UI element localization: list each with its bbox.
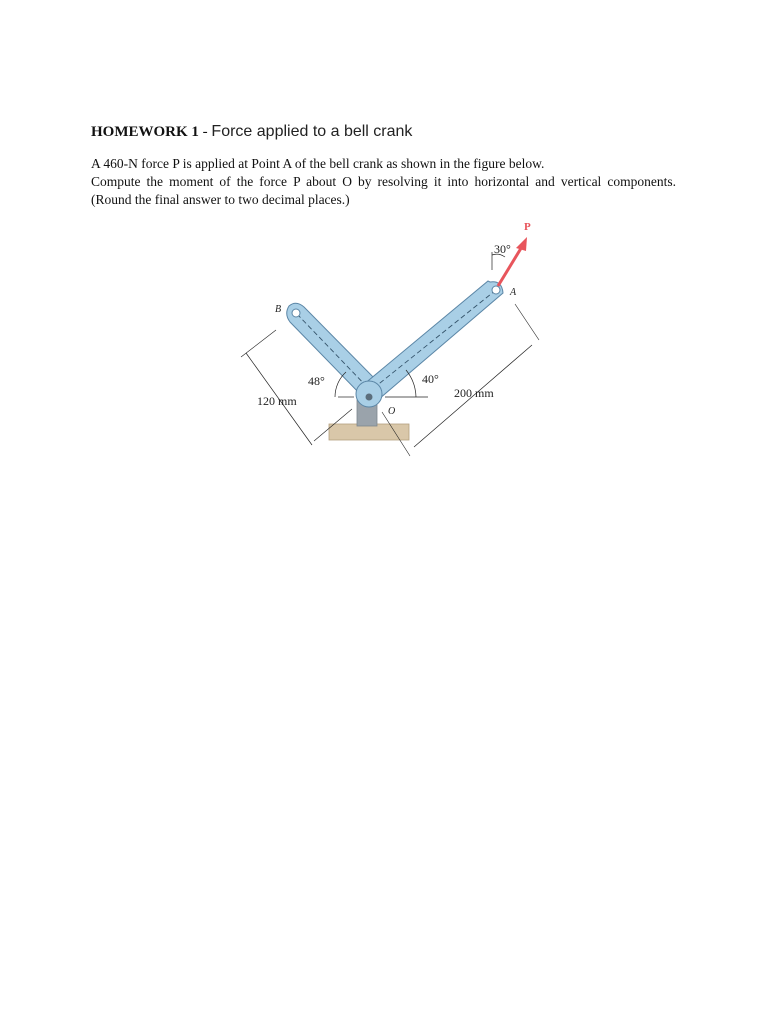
label-point-a: A: [510, 287, 517, 298]
heading-label: HOMEWORK 1: [91, 124, 199, 140]
label-angle-40: 40°: [422, 372, 439, 386]
label-length-120: 120 mm: [257, 394, 297, 408]
bell-crank-figure: [240, 218, 550, 463]
homework-heading: [91, 122, 412, 142]
problem-paragraph-1: A 460-N force P is applied at Point A of the bell crank as shown in the figure below.: [91, 156, 545, 171]
label-angle-30: 30°: [494, 242, 511, 256]
force-arrow-head: [516, 237, 527, 251]
pivot-pin: [366, 394, 373, 401]
pin-b: [292, 309, 300, 317]
label-point-o: O: [388, 406, 396, 417]
problem-paragraph-2: Compute the moment of the force P about O by resolving it into horizontal and vertical components. (Round the final answer to two decimal places.): [91, 174, 676, 207]
heading-topic: Force applied to a bell crank: [211, 123, 413, 140]
label-point-b: B: [275, 304, 282, 315]
label-angle-48: 48°: [308, 374, 325, 388]
heading-separator: -: [198, 124, 212, 140]
label-force-p: P: [524, 221, 531, 233]
pin-a: [492, 286, 500, 294]
problem-statement: [91, 155, 676, 209]
label-length-200: 200 mm: [454, 386, 494, 400]
